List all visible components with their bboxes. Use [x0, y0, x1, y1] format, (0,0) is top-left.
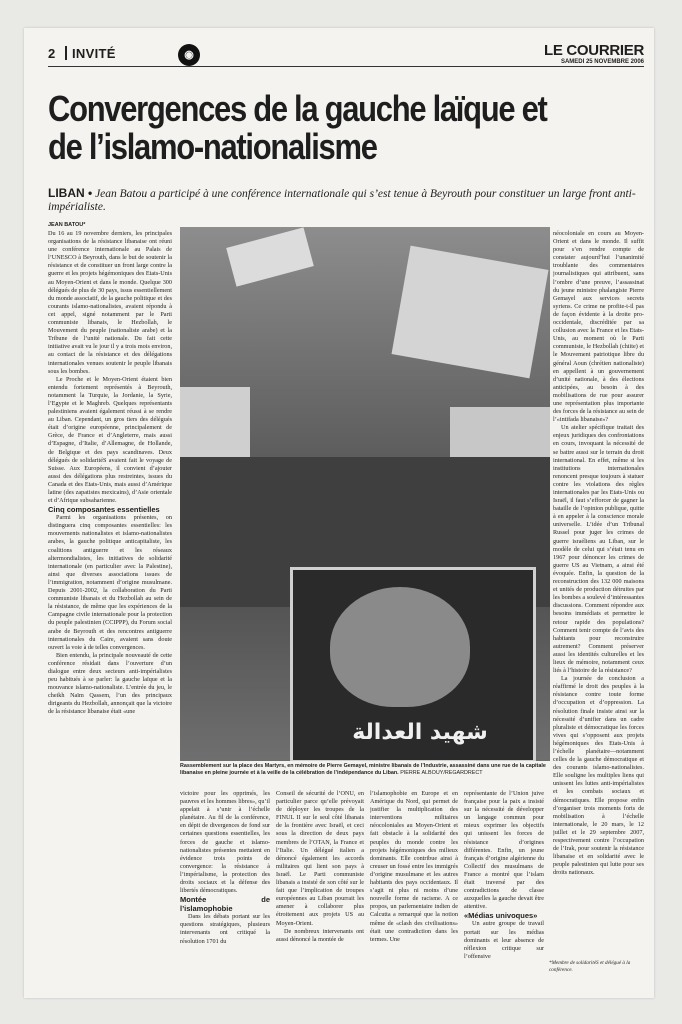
section-label: INVITÉ	[72, 46, 116, 61]
subhead: «Médias univoques»	[464, 911, 538, 921]
paragraph: Le Proche et le Moyen-Orient étaient bien entendu fortement représentés à Beyrouth, notamment la Turquie, la Jordanie, la Syrie, l’Egypte et le Maghreb. Quelques représentants palestiniens avaient également réussi à se rendre au Liban. Cependant, un gros tiers des délégués était d’origine européenne, principalement de Grèce, de France et d’Angleterre, mais aussi d’Espagne, d’Italie, d’Allemagne, de Hollande, de Belgique et des pays scandinaves. Deux délégués de solidaritéS avaient fait le voyage de Suisse. Aux Européens, il convient d’ajouter aussi des délégations plus restreintes, issues du Canada et des Etats-Unis, mais aussi d’Amérique latine (des zapatistes mexicains), d’Asie orientale et d’Afrique subsaharienne.	[48, 375, 172, 505]
paragraph: représentante de l’Union juive française pour la paix a insisté sur la nécessité de développer un langage commun pour mieux exprimer les objectifs qui unissent les forces de résistance d’origines différentes. Enfin, un jeune français d’origine algérienne du Collectif des musulmans de France a montré que l’islam était traversé par des contradictions de classe auxquelles la gauche devait être attentive.	[464, 790, 544, 911]
headline: Convergences de la gauche laïque et de l’islamo-nationalisme	[48, 88, 547, 167]
paragraph: De nombreux intervenants ont aussi dénoncé la montée de	[276, 927, 364, 943]
flag-shape	[226, 227, 314, 286]
paragraph: La journée de conclusion a réaffirmé le droit des peuples à la résistance contre toute forme d’occupation et d’oppression. La résolution finale insiste ainsi sur la nécessité d’unifier dans un cadre pluraliste et démocratique les forces vives qui s’opposent aux projets hégémoniques des Etats-Unis à l’échelle planétaire—notamment celles de la gauche démocratique et des courants islamo-nationalistes. Elle souligne les multiples liens qui unissent les luttes anti-impérialistes et les combats sociaux et démocratiques. Elle propose enfin d’organiser trois moments forts de mobilisation à l’échelle internationale, le 20 mars, le 12 juillet et le 29 septembre 2007, respectivement contre l’occupation de l’Irak, pour soutenir la résistance libanaise et en solidarité avec le peuple palestinien qui lutte pour ses droits nationaux.	[553, 675, 644, 877]
newspaper-name: LE COURRIER	[543, 42, 644, 59]
kicker: LIBAN •	[48, 186, 93, 200]
column-6	[553, 230, 644, 958]
paragraph: Dans les débats portant sur les questions stratégiques, plusieurs intervenants ont critiqué la résolution 1701 du	[180, 913, 270, 945]
header-rule	[48, 66, 644, 67]
column-5	[464, 790, 544, 978]
paragraph: néocoloniale en cours au Moyen-Orient et dans le monde. Il suffit pour s’en rendre compte de constater aujourd’hui l’unanimité troublante des commentaires journalistiques qui attribuent, sans l’ombre d’une preuve, l’assassinat du jeune ministre phalangiste Pierre Gemayel aux services secrets syriens. Ce crime ne profite-t-il pas de façon évidente à la droite pro-occidentale, discréditée par sa collusion avec la France et les Etats-Unis, au moment où le Parti communiste, le Hezbollah (chiite) et le Mouvement patriotique libre du général Aoun (chrétien nationaliste) en appellent à un gouvernement d’unité nationale, à des élections anticipées, au besoin à des mobilisations de rue pour assurer une représentation plus importante des forces de la résistance au sein de l’«intifada libanaise»?	[553, 230, 644, 424]
paragraph: victoire pour les opprimés, les pauvres et les hommes libres», qu’il appelait à s’unir à l’échelle planétaire. Au fil de la conférence, en dépit de divergences de fond sur certaines questions essentielles, les forces de gauche et islamo-nationalistes présentes mettaient en évidence trois points de convergence: la résistance à l’impérialisme, la protection des droits sociaux et la défense des libertés démocratiques.	[180, 790, 270, 895]
paragraph: l’islamophobie en Europe et en Amérique du Nord, qui permet de justifier la multiplication des interventions militaires néocoloniales au Moyen-Orient et fait obstacle à la solidarité des peuples du monde contre les projets hégémoniques des milieux dominants. Elle contribue ainsi à creuser un fossé entre les immigrés d’origine musulmane et les autres habitants des pays occidentaux. Il s’agit ni plus ni moins d’une nouvelle forme de racisme. A ce propos, un parlementaire indien de Calcutta a remarqué que la notion même de «clash des civilisations» était une contradiction dans les termes. Une	[370, 790, 458, 943]
column-1	[48, 230, 172, 790]
column-2	[180, 790, 270, 978]
subhead: Cinq composantes essentielles	[48, 505, 160, 515]
poster-text: شهيد العدالة	[352, 720, 488, 745]
author-footnote: *Membre de solidaritéS et délégué à la conférence.	[549, 960, 631, 973]
standfirst	[48, 186, 648, 214]
issue-date: SAMEDI 25 NOVEMBRE 2006	[560, 59, 644, 65]
subhead: Montée de l’islamophobie	[180, 895, 270, 914]
paragraph: Bien entendu, la principale nouveauté de cette conférence résidait dans l’ouverture d’un dialogue entre deux secteurs anti-impérialistes peu habitués à se parler: la gauche laïque et la mouvance islamo-nationaliste. L’entrée du jeu, le cheikh Naïm Qassem, l’un des principaux dirigeants du Hezbollah, annonçait que la victoire de la résistance libanaise était «une	[48, 651, 172, 716]
column-3	[276, 790, 364, 978]
page-number: 2	[48, 46, 56, 61]
byline: JEAN BATOU*	[48, 222, 86, 228]
paragraph: Parmi les organisations présentes, on distinguera cinq composantes essentielles: les mouvements nationalistes et islamo-nationalistes arabes, la gauche politique anticapitaliste, les coalitions antiguerre et les réseaux altermondialistes, les initiatives de solidarité internationale (en particulier avec la Palestine), ainsi que diverses associations issues de l’immigration, notamment d’origine musulmane. Depuis 2001-2002, la collaboration du Parti communiste libanais et du Hezbollah au sein de la résistance, de même que les expériences de la Campagne civile internationale pour la protection du peuple palestinien (CCIPPP), du Forum social arabe de Beyrouth et des rencontres antiguerre internationales du Caire, avaient sans doute ouvert la voie à de telles convergences.	[48, 514, 172, 651]
globe-logo-icon: ◉	[178, 44, 200, 66]
flag-shape	[180, 387, 250, 457]
photo-credit: PIERRE ALBOUY/REGARDRECT	[400, 770, 483, 776]
photo-caption	[180, 763, 560, 777]
header-divider	[65, 46, 67, 60]
page-header	[48, 42, 644, 72]
news-photo	[180, 227, 550, 761]
column-4	[370, 790, 458, 978]
paragraph: Un autre groupe de travail portait sur les médias dominants et leur absence de réflexion critique sur l’offensive	[464, 920, 544, 960]
paragraph: Un atelier spécifique traitait des enjeux juridiques des confrontations en cours, invoquant la nécessité de se battre aussi sur le terrain du droit international. En effet, même si les institutions internationales renoncent presque toujours à statuer contre les violations des règles internationales par les Etats-Unis ou Israël, il faut s’efforcer de gagner la bataille de l’opinion publique, quitte à en appeler à la conscience morale universelle. L’idée d’un Tribunal Russel pour juger les crimes de guerre israéliens au Liban, sur le modèle de celui qui s’était tenu en 1967 pour dénoncer les crimes de guerre US au Vietnam, a ainsi été évoquée. Enfin, la question de la reconstruction des 132 000 maisons et unités de production détruites par les bombes a soulevé d’intéressantes discussions. Comment répondre aux besoins immédiats et permettre le retour rapide des populations? Comment tenir compte de l’avis des habitants pour reconstruire autrement? Comment préserver aussi les identités culturelles et les lieux de mémoire, notamment ceux liés à l’histoire de la résistance?	[553, 424, 644, 675]
portrait-face	[330, 587, 470, 707]
caption-text: Rassemblement sur la place des Martyrs, en mémoire de Pierre Gemayel, ministre libanais de l’Industrie, assassiné dans une rue de la capitale libanaise en pleine journée et à la veille de la célébration de l’indépendance du Liban.	[180, 763, 546, 776]
paragraph: Conseil de sécurité de l’ONU, en particulier parce qu’elle prévoyait de déployer les troupes de la FINUL II sur le seul côté libanais de la frontière avec Israël, et ceci sous la direction de deux pays membres de l’OTAN, la France et l’Italie. Un délégué italien a dénoncé également les accords militaires qui lient son pays à Israël. Le Parti communiste libanais a insisté de son côté sur le fait que l’implication de troupes européennes au Liban pourrait les amener à collaborer plus étroitement aux projets US au Moyen-Orient.	[276, 790, 364, 927]
flag-shape	[392, 246, 549, 379]
standfirst-text: Jean Batou a participé à une conférence internationale qui s’est tenue à Beyrouth pour constituer un large front anti-impérialiste.	[48, 188, 636, 213]
paragraph: Du 16 au 19 novembre derniers, les principales organisations de la résistance libanaise ont réuni une conférence internationale au Palais de l’UNESCO à Beyrouth, dans le but de soutenir la résistance et de constituer un front large contre la guerre et les projets hégémoniques des Etats-Unis au Moyen-Orient et dans le monde. Quelque 300 délégués de plus de 30 pays, issus essentiellement du monde associatif, de la gauche politique et des courants islamo-nationalistes, avaient répondu à cet appel, signé notamment par le Parti communiste libanais, le Hezbollah, le Mouvement du peuple (nationaliste arabe) et la Tribune de l’unité nationale. Du fait cette initiative avait vu le jour il y a trois mois environ, au contact de la résistance et des délégations internationales venues soutenir le peuple libanais sous les bombes.	[48, 230, 172, 375]
